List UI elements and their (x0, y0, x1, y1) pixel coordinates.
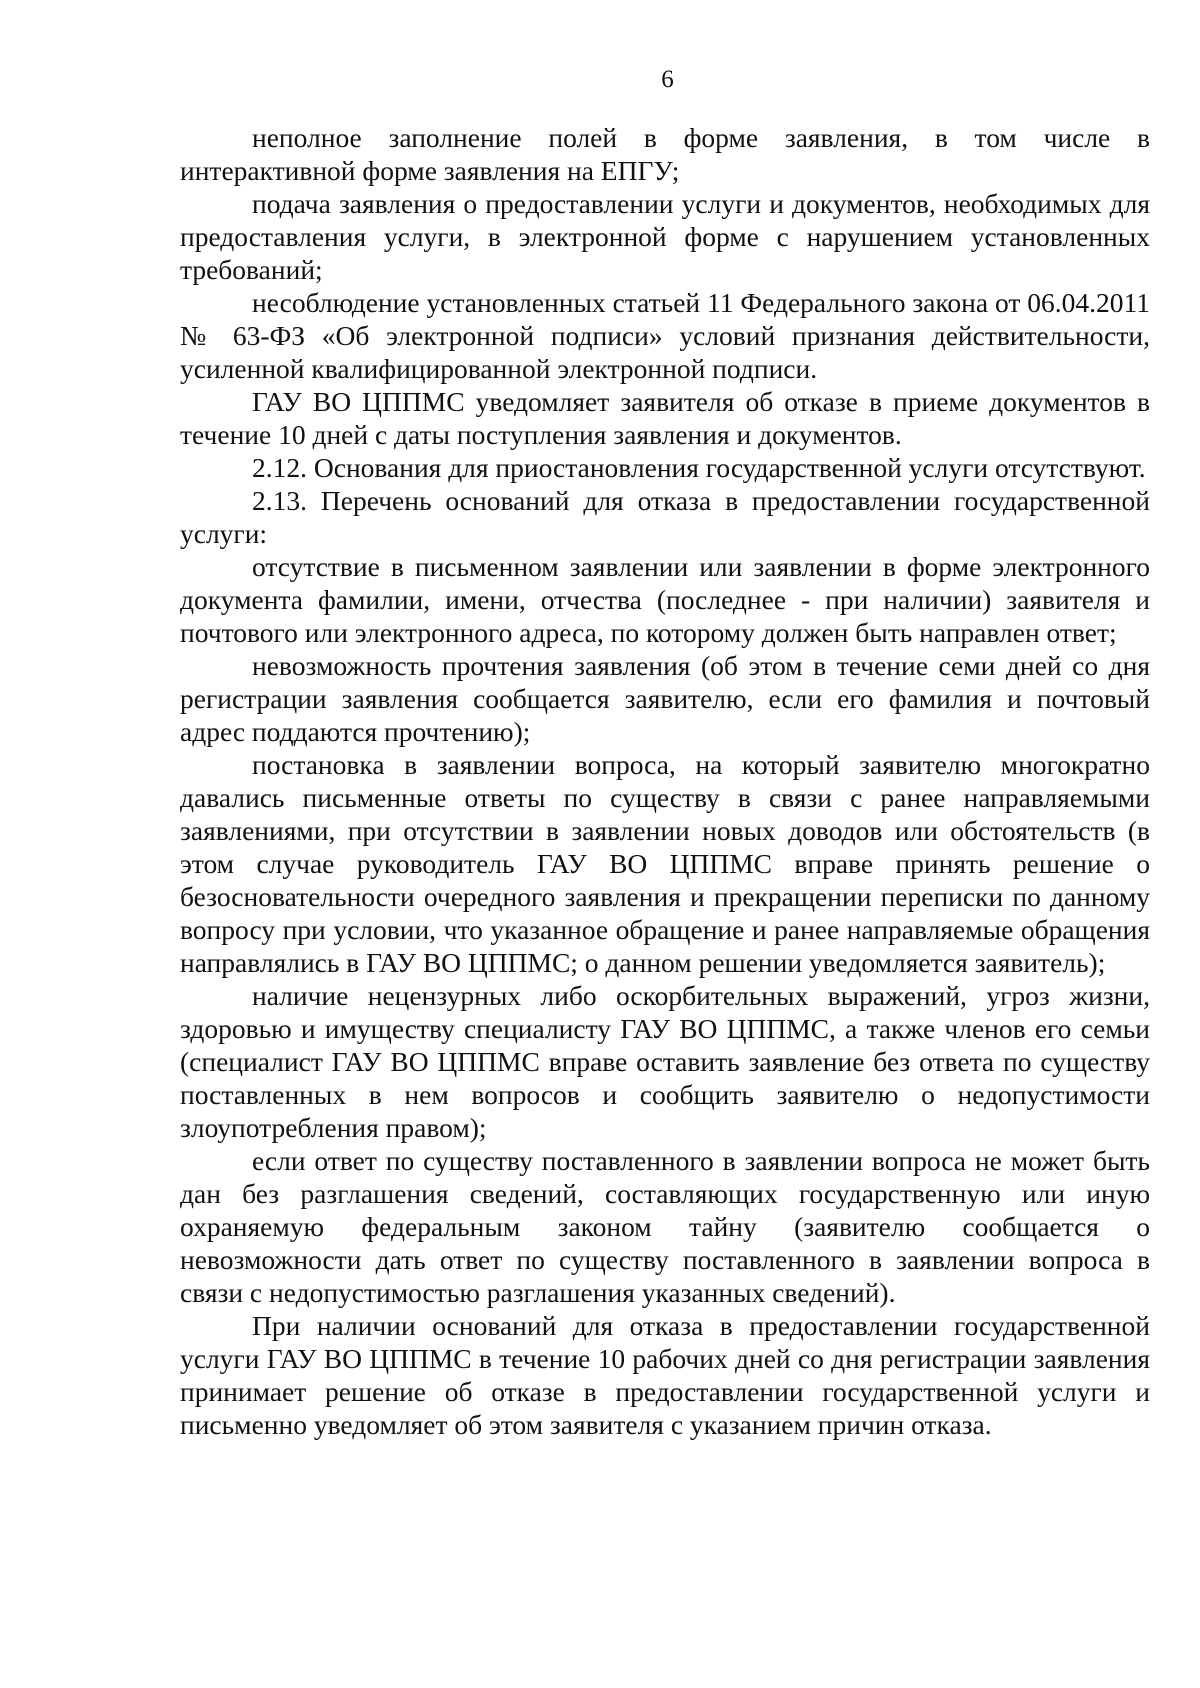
paragraph-incomplete-fields: неполное заполнение полей в форме заявления, в том числе в интерактивной форме заявления на ЕПГУ; (180, 122, 1150, 186)
paragraph-secret-information: если ответ по существу поставленного в заявлении вопроса не может быть дан без разглашения сведений, составляющих государственную или иную охраняемую федеральным законом тайну (заявителю сообщается о невозможности дать ответ по существу поставленного в заявлении вопроса в связи с недопустимостью разглашения указанных сведений). (180, 1145, 1150, 1308)
paragraph-missing-applicant-data: отсутствие в письменном заявлении или заявлении в форме электронного документа фамилии, имени, отчества (последнее - при наличии) заявителя и почтового или электронного адреса, по которому должен быть направлен ответ; (180, 551, 1150, 648)
paragraph-obscene-expressions: наличие нецензурных либо оскорбительных выражений, угроз жизни, здоровью и имуществу специалисту ГАУ ВО ЦППМС, а также членов его семьи (специалист ГАУ ВО ЦППМС вправе оставить заявление без ответа по существу поставленных в нем вопросов и сообщить заявителю о недопустимости злоупотребления правом); (180, 980, 1150, 1143)
paragraph-refusal-notification: ГАУ ВО ЦППМС уведомляет заявителя об отказе в приеме документов в течение 10 дней с даты поступления заявления и документов. (180, 386, 1150, 450)
paragraph-electronic-submission-violation: подача заявления о предоставлении услуги и документов, необходимых для предоставления услуги, в электронной форме с нарушением установленных требований; (180, 188, 1150, 285)
paragraph-unreadable-application: невозможность прочтения заявления (об этом в течение семи дней со дня регистрации заявления сообщается заявителю, если его фамилия и почтовый адрес поддаются прочтению); (180, 650, 1150, 747)
paragraph-signature-noncompliance: несоблюдение установленных статьей 11 Федерального закона от 06.04.2011 № 63-ФЗ «Об электронной подписи» условий признания действительности, усиленной квалифицированной электронной подписи. (180, 287, 1150, 384)
page-number: 6 (661, 66, 674, 93)
paragraph-section-2-13: 2.13. Перечень оснований для отказа в предоставлении государственной услуги: (180, 485, 1150, 549)
paragraph-repeated-question: постановка в заявлении вопроса, на который заявителю многократно давались письменные ответы по существу в связи с ранее направляемыми заявлениями, при отсутствии в заявлении новых доводов или обстоятельств (в этом случае руководитель ГАУ ВО ЦППМС вправе принять решение о безосновательности очередного заявления и прекращении переписки по данному вопросу при условии, что указанное обращение и ранее направляемые обращения направлялись в ГАУ ВО ЦППМС; о данном решении уведомляется заявитель); (180, 749, 1150, 978)
paragraph-refusal-decision: При наличии оснований для отказа в предоставлении государственной услуги ГАУ ВО ЦППМС в течение 10 рабочих дней со дня регистрации заявления принимает решение об отказе в предоставлении государственной услуги и письменно уведомляет об этом заявителя с указанием причин отказа. (180, 1310, 1150, 1440)
paragraph-section-2-12: 2.12. Основания для приостановления государственной услуги отсутствуют. (252, 452, 1146, 483)
document-body (180, 121, 1150, 1441)
